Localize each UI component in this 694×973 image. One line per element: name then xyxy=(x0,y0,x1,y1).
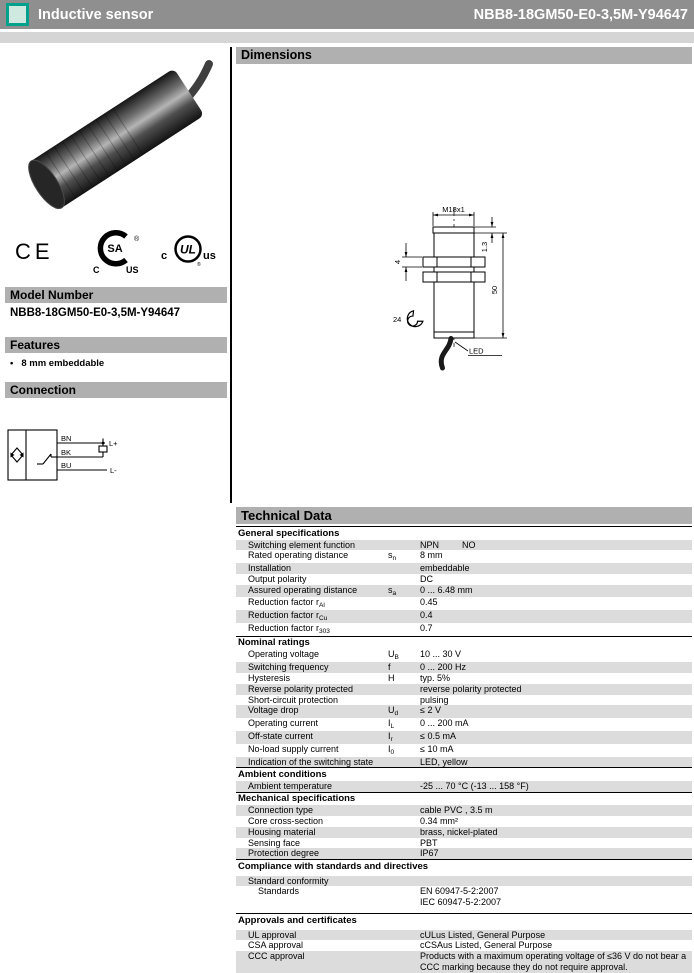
spec-value: cable PVC , 3.5 m xyxy=(420,805,493,816)
spec-row xyxy=(236,930,692,941)
cul-mark-icon xyxy=(155,234,221,268)
spec-symbol xyxy=(388,951,420,973)
spec-symbol xyxy=(388,930,420,941)
spec-row xyxy=(236,816,692,827)
spec-row xyxy=(236,574,692,585)
spec-value: 0.7 xyxy=(420,623,433,634)
svg-text:®: ® xyxy=(134,236,140,243)
hex-nut-2 xyxy=(423,272,485,282)
spec-value: PBT xyxy=(420,837,438,848)
spec-row xyxy=(236,731,692,744)
spec-label: Standards xyxy=(258,886,300,897)
spec-row xyxy=(236,781,692,792)
dimensions-section-header: Dimensions xyxy=(236,47,692,64)
spec-value: embeddable xyxy=(420,563,470,574)
spec-row xyxy=(236,550,692,563)
column-divider xyxy=(230,47,232,503)
model-number-value: NBB8-18GM50-E0-3,5M-Y94647 xyxy=(10,307,181,319)
spec-symbol: $I_0$ xyxy=(388,743,395,756)
spec-value: brass, nickel-plated xyxy=(420,826,498,837)
spec-value: Products with a maximum operating voltage of ≤36 V do not bear a CCC marking because they do not require approval. xyxy=(420,951,687,972)
feature-item: • 8 mm embeddable xyxy=(10,358,105,369)
spec-row xyxy=(236,886,692,908)
spec-symbol: f xyxy=(388,662,391,673)
spec-symbol xyxy=(388,827,420,838)
spec-symbol: $s_a$ xyxy=(388,584,397,597)
csa-mark-icon xyxy=(88,228,146,274)
spec-label: Reduction factor $r_{Al}$ xyxy=(248,597,325,610)
spec-value: NPN NO xyxy=(420,539,476,550)
model-number-section-header: Model Number xyxy=(5,287,227,303)
spec-label: Operating current xyxy=(248,718,319,729)
features-section-header: Features xyxy=(5,337,227,353)
spec-symbol: $U_d$ xyxy=(388,705,399,718)
spec-symbol xyxy=(388,610,420,623)
spec-label: CCC approval xyxy=(248,951,305,962)
spec-row xyxy=(236,827,692,838)
product-type-title: Inductive sensor xyxy=(38,6,154,23)
spec-value: EN 60947-5-2:2007 IEC 60947-5-2:2007 xyxy=(420,886,502,908)
spec-value: 0 ... 200 Hz xyxy=(420,662,467,673)
spec-label: Switching frequency xyxy=(248,662,329,673)
spec-label: Installation xyxy=(248,563,292,574)
spec-value: ≤ 0.5 mA xyxy=(420,730,456,741)
spec-label: Switching element function xyxy=(248,539,356,550)
spec-label: UL approval xyxy=(248,929,297,940)
spec-symbol: $I_L$ xyxy=(388,718,395,731)
svg-text:SA: SA xyxy=(107,243,123,255)
spec-symbol xyxy=(388,623,420,636)
spec-label: Ambient temperature xyxy=(248,780,333,791)
wrench-icon xyxy=(404,310,424,330)
spec-value: cULus Listed, General Purpose xyxy=(420,929,546,940)
bullet-icon: • xyxy=(10,358,14,369)
spec-value: pulsing xyxy=(420,694,449,705)
sensor-barrel xyxy=(434,233,474,338)
spec-label: CSA approval xyxy=(248,940,304,951)
spec-symbol: $I_r$ xyxy=(388,730,393,743)
spec-row xyxy=(236,951,692,973)
svg-text:C: C xyxy=(93,265,100,275)
spec-row xyxy=(236,705,692,718)
spec-value-2: NO xyxy=(462,539,476,550)
spec-value: IP67 xyxy=(420,848,439,859)
svg-text:US: US xyxy=(126,265,139,275)
header-model-number: NBB8-18GM50-E0-3,5M-Y94647 xyxy=(473,6,688,23)
spec-row xyxy=(236,563,692,574)
spec-row xyxy=(236,585,692,598)
svg-text:CE: CE xyxy=(15,239,54,264)
spec-row xyxy=(236,805,692,816)
svg-text:c: c xyxy=(161,250,168,262)
hex-nut-1 xyxy=(423,257,485,267)
terminal-label-plus: L+ xyxy=(109,439,118,448)
spec-section-title: Mechanical specifications xyxy=(236,792,692,806)
spec-symbol xyxy=(388,838,420,849)
spec-symbol xyxy=(388,816,420,827)
spec-row xyxy=(236,673,692,684)
spec-value: ≤ 10 mA xyxy=(420,743,454,754)
spec-label: Voltage drop xyxy=(248,705,299,716)
spec-section-title: General specifications xyxy=(236,526,692,540)
spec-label: Reverse polarity protected xyxy=(248,683,354,694)
spec-value: -25 ... 70 °C (-13 ... 158 °F) xyxy=(420,780,529,791)
header-substrip xyxy=(0,32,694,43)
spec-section-title: Nominal ratings xyxy=(236,636,692,650)
nut-dim-label: 4 xyxy=(393,259,402,265)
spec-row xyxy=(236,718,692,731)
thread-dim-label: M18x1 xyxy=(442,205,465,214)
spec-row xyxy=(236,684,692,695)
spec-label: Rated operating distance xyxy=(248,550,349,561)
product-family-icon xyxy=(6,3,29,26)
spec-symbol xyxy=(388,781,420,792)
spec-row xyxy=(236,744,692,757)
spec-label: No-load supply current xyxy=(248,743,339,754)
product-photo xyxy=(4,58,218,226)
spec-row xyxy=(236,838,692,849)
spec-value: 10 ... 30 V xyxy=(420,649,462,660)
spec-row xyxy=(236,662,692,673)
technical-data-table xyxy=(236,526,692,973)
spec-symbol xyxy=(388,597,420,610)
cap-dim-label: 1.3 xyxy=(480,241,489,253)
wire-label-bk: BK xyxy=(61,448,72,457)
spec-value: 0 ... 200 mA xyxy=(420,718,469,729)
sensing-face xyxy=(433,227,474,233)
spec-value: 0.4 xyxy=(420,610,433,621)
spec-symbol xyxy=(388,805,420,816)
spec-label: Hysteresis xyxy=(248,672,291,683)
spec-symbol xyxy=(388,540,420,551)
spec-symbol xyxy=(388,757,420,768)
spec-row xyxy=(236,540,692,551)
spec-label: Core cross-section xyxy=(248,815,324,826)
spec-row xyxy=(236,623,692,636)
connection-section-header: Connection xyxy=(5,382,227,398)
spec-row xyxy=(236,649,692,662)
spec-label: Off-state current xyxy=(248,730,313,741)
spec-symbol xyxy=(388,684,420,695)
dimensions-drawing xyxy=(385,195,630,375)
spec-value: cCSAus Listed, General Purpose xyxy=(420,940,553,951)
spec-symbol xyxy=(388,563,420,574)
spec-label: Short-circuit protection xyxy=(248,694,339,705)
spec-row xyxy=(236,597,692,610)
spec-value: LED, yellow xyxy=(420,756,468,767)
spec-value xyxy=(420,876,692,887)
header-bar xyxy=(0,0,694,29)
spec-symbol xyxy=(388,695,420,706)
svg-text:UL: UL xyxy=(180,242,196,257)
spec-value: 8 mm xyxy=(420,550,443,561)
spec-symbol xyxy=(388,886,420,908)
wrench-size-label: 24 xyxy=(393,315,402,324)
spec-row xyxy=(236,940,692,951)
spec-row xyxy=(236,876,692,887)
spec-value: typ. 5% xyxy=(420,672,451,683)
ce-mark-icon xyxy=(14,238,60,264)
spec-value: 0.45 xyxy=(420,597,438,608)
spec-row xyxy=(236,610,692,623)
length-dim-label: 50 xyxy=(490,285,499,295)
wire-label-bn: BN xyxy=(61,434,72,443)
wire-label-bu: BU xyxy=(61,461,72,470)
spec-label: Operating voltage xyxy=(248,649,320,660)
spec-label: Standard conformity xyxy=(248,875,329,886)
sensor-body xyxy=(22,68,204,214)
connection-diagram xyxy=(6,414,176,498)
spec-label: Protection degree xyxy=(248,848,320,859)
spec-symbol: $s_n$ xyxy=(388,550,397,563)
spec-symbol xyxy=(388,876,420,887)
spec-symbol xyxy=(388,574,420,585)
spec-label: Reduction factor $r_{303}$ xyxy=(248,623,330,636)
spec-section-title: Ambient conditions xyxy=(236,767,692,781)
spec-symbol xyxy=(388,940,420,951)
spec-value: DC xyxy=(420,573,433,584)
spec-label: Assured operating distance xyxy=(248,584,358,595)
spec-value: 0.34 mm² xyxy=(420,815,459,826)
svg-text:us: us xyxy=(203,250,216,262)
spec-label: Output polarity xyxy=(248,573,307,584)
svg-text:®: ® xyxy=(197,262,201,268)
technical-data-section-header: Technical Data xyxy=(236,507,692,524)
spec-label: Reduction factor $r_{Cu}$ xyxy=(248,610,328,623)
spec-label: Indication of the switching state xyxy=(248,756,374,767)
spec-row xyxy=(236,695,692,706)
spec-row xyxy=(236,848,692,859)
spec-label: Connection type xyxy=(248,805,314,816)
spec-value: 0 ... 6.48 mm xyxy=(420,584,473,595)
spec-value: reverse polarity protected xyxy=(420,683,522,694)
spec-label: Sensing face xyxy=(248,837,301,848)
spec-section-title: Compliance with standards and directives xyxy=(236,859,692,873)
cable xyxy=(441,339,451,369)
terminal-label-minus: L- xyxy=(110,466,117,475)
spec-section-title: Approvals and certificates xyxy=(236,913,692,927)
spec-value: ≤ 2 V xyxy=(420,705,441,716)
spec-symbol xyxy=(388,848,420,859)
spec-row xyxy=(236,757,692,768)
spec-label: Housing material xyxy=(248,826,316,837)
spec-symbol: $U_B$ xyxy=(388,649,399,662)
spec-symbol: H xyxy=(388,672,395,683)
led-label: LED xyxy=(469,346,484,356)
